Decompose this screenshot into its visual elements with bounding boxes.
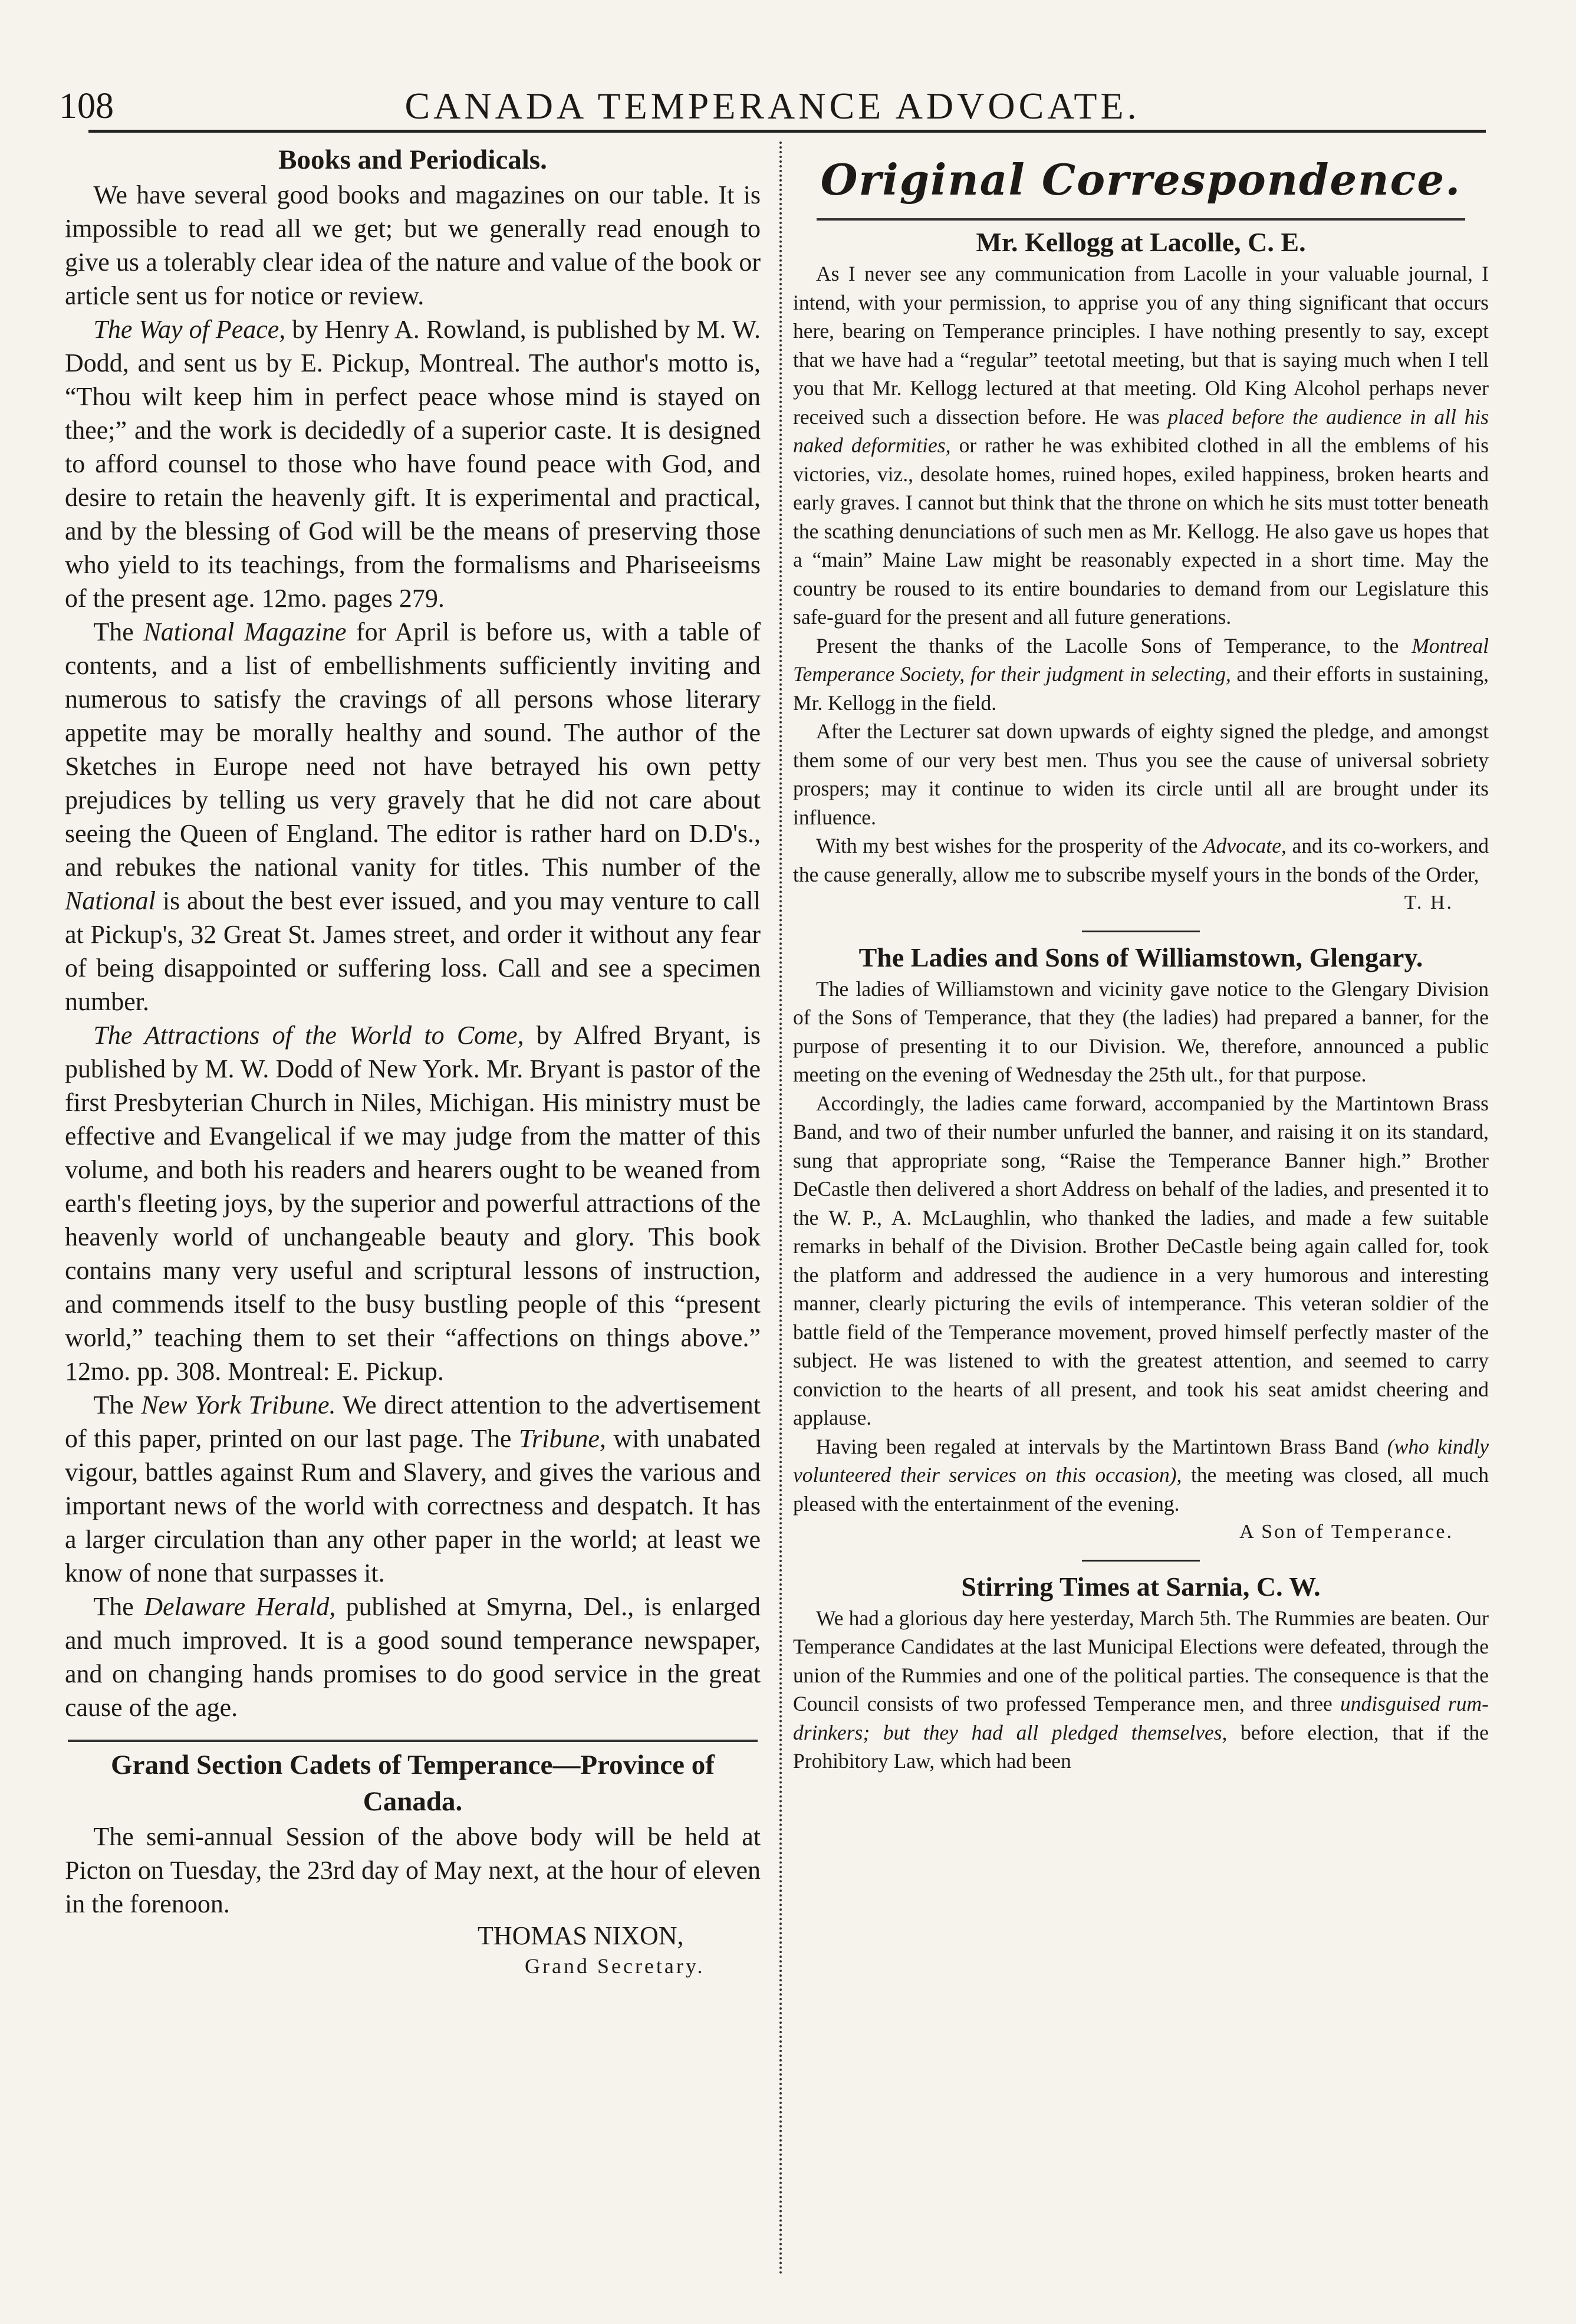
delaware-herald-paragraph: The Delaware Herald, published at Smyrna, Del., is enlarged and much improved. It is a good sound temperance newspaper, and on changing hands promises to do good service in the great cause of the age. [65, 1592, 761, 1722]
ladies-signature: A Son of Temperance. [1239, 1521, 1453, 1543]
page-number: 108 [59, 86, 114, 126]
way-of-peace-paragraph: The Way of Peace, by Henry A. Rowland, is published by M. W. Dodd, and sent us by E. Pickup, Montreal. The author's motto is, “Thou wilt keep him in perfect peace whose mind is stayed on thee;” and the work is decidedly of a superior caste. It is designed to afford counsel to those who have found peace with God, and desire to retain the heavenly gift. It is experimental and practical, and by the blessing of God will be the means of preserving those who yield to its teachings, from the formalisms and Phariseeisms of the present age. 12mo. pages 279. [65, 315, 761, 613]
national-magazine-paragraph: The National Magazine for April is before us, with a table of contents, and a list of embellishments sufficiently inviting and numerous to satisfy the cravings of all persons whose literary appetite may be morally healthy and sound. The author of the Sketches in Europe need not have betrayed his own petty prejudices by telling us very gravely that he did not care about seeing the Queen of England. The editor is rather hard on D.D's., and rebukes the national vanity for titles. This number of the National is about the best ever issued, and you may venture to call at Pickup's, 32 Great St. James street, and order it without any fear of being disappointed or suffering loss. Call and see a specimen number. [65, 617, 761, 1016]
paper-title: New York Tribune. [141, 1391, 336, 1419]
books-heading: Books and Periodicals. [278, 144, 547, 175]
kellogg-paragraph-4: With my best wishes for the prosperity of the Advocate, and its co-workers, and the cause generally, allow me to subscribe myself yours in the bonds of the Order, [793, 834, 1489, 886]
kellogg-paragraph-3: After the Lecturer sat down upwards of eighty signed the pledge, and amongst them some of our very best men. Thus you see the cause of universal sobriety prospers; may it continue to widen its circle until all are brought under its influence. [793, 719, 1489, 829]
magazine-title: National Magazine [143, 617, 347, 646]
section-rule [1082, 1560, 1200, 1562]
book-title: The Attractions of the World to Come, [93, 1021, 524, 1050]
ladies-paragraph-3: Having been regaled at intervals by the Martintown Brass Band (who kindly volunteered their services on this occasion), the meeting was closed, all much pleased with the entertainment of the evening. [793, 1434, 1489, 1516]
kellogg-paragraph-1: As I never see any communication from Lacolle in your valuable journal, I intend, with your permission, to apprise you of any thing significant that occurs here, bearing on Temperance principles. I have nothing presently to say, except that we have had a “regular” teetotal meeting, but that is saying much when I tell you that Mr. Kellogg lectured at that meeting. Old King Alcohol perhaps never received such a dissection before. He was placed before the audience in all his naked deformities, or rather he was exhibited clothed in all the emblems of his victories, viz., desolate homes, ruined hopes, exiled happiness, broken hearts and early graves. I cannot but think that the throne on which he sits must totter beneath the scathing denunciations of such men as Mr. Kellogg. He also gave us hopes that a “main” Maine Law might be reasonably expected in a short time. May the country be roused to its entire boundaries to demand from our Legislature this safe-guard for the present and all future generations. [793, 262, 1489, 629]
right-column [793, 142, 1489, 1776]
correspondence-masthead: Original Correspondence. [820, 155, 1462, 205]
cadets-paragraph: The semi-annual Session of the above body will be held at Picton on Tuesday, the 23rd day of May next, at the hour of eleven in the forenoon. [65, 1822, 761, 1918]
masthead-rule [817, 218, 1465, 221]
paper-title: Tribune, [518, 1424, 606, 1453]
section-rule [1082, 931, 1200, 932]
cadets-heading: Grand Section Cadets of Temperance—Province of Canada. [111, 1750, 715, 1817]
signature-title: Grand Secretary. [525, 1954, 705, 1978]
sarnia-paragraph-1: We had a glorious day here yesterday, March 5th. The Rummies are beaten. Our Temperance Candidates at the last Municipal Elections were defeated, through the union of the Rummies and one of the political parties. The consequence is that the Council consists of two professed Temperance men, and three undisguised rum-drinkers; but they had all pledged themselves, before election, that if the Prohibitory Law, which had been [793, 1606, 1489, 1773]
section-rule [68, 1740, 758, 1742]
book-title: The Way of Peace, [93, 315, 286, 344]
magazine-title: National [65, 886, 156, 915]
left-column [65, 142, 761, 1981]
header-rule [88, 130, 1486, 133]
kellogg-signature: T. H. [1404, 892, 1453, 913]
ladies-paragraph-2: Accordingly, the ladies came forward, accompanied by the Martintown Brass Band, and two of their number unfurled the banner, and raising it on its standard, sung that appropriate song, “Raise the Temperance Banner high.” Brother DeCastle then delivered a short Address on behalf of the ladies, and presented it to the W. P., A. McLaughlin, who thanked the ladies, and made a few suitable remarks in behalf of the Division. Brother DeCastle being again called for, took the platform and addressed the audience in a very humorous and interesting manner, clearly picturing the evils of intemperance. This veteran soldier of the battle field of the Temperance movement, proved himself perfectly master of the subject. He was listened to with the greatest attention, and seemed to carry conviction to the hearts of all present, and took his seat amidst cheering and applause. [793, 1091, 1489, 1429]
tribune-paragraph: The New York Tribune. We direct attention to the advertisement of this paper, printed on our last page. The Tribune, with unabated vigour, battles against Rum and Slavery, and gives the various and important news of the world with correctness and despatch. It has a larger circulation than any other paper in the world; at least we know of none that surpasses it. [65, 1391, 761, 1587]
books-intro-paragraph: We have several good books and magazines on our table. It is impossible to read all we get; but we generally read enough to give us a tolerably clear idea of the nature and value of the book or article sent us for notice or review. [65, 180, 761, 310]
kellogg-heading: Mr. Kellogg at Lacolle, C. E. [976, 227, 1306, 257]
ladies-paragraph-1: The ladies of Williamstown and vicinity gave notice to the Glengary Division of the Sons of Temperance, that they (the ladies) had prepared a banner, for the purpose of presenting it to our Division. We, therefore, announced a public meeting on the evening of Wednesday the 25th ult., for that purpose. [793, 977, 1489, 1086]
sarnia-heading: Stirring Times at Sarnia, C. W. [961, 1571, 1321, 1602]
ladies-heading: The Ladies and Sons of Williamstown, Glengary. [858, 942, 1423, 972]
signature-name: THOMAS NIXON, [478, 1921, 684, 1950]
column-divider [779, 142, 782, 2276]
attractions-paragraph: The Attractions of the World to Come, by Alfred Bryant, is published by M. W. Dodd of New York. Mr. Bryant is pastor of the first Presbyterian Church in Niles, Michigan. His ministry must be effective and Evangelical if we may judge from the matter of this volume, and both his readers and hearers ought to be weaned from earth's fleeting joys, by the superior and powerful attractions of the heavenly world of unchangeable beauty and glory. This book contains many very useful and scriptural lessons of instruction, and commends itself to the busy bustling people of this “present world,” teaching them to set their “affections on things above.” 12mo. pp. 308. Montreal: E. Pickup. [65, 1021, 761, 1386]
kellogg-paragraph-2: Present the thanks of the Lacolle Sons of Temperance, to the Montreal Temperance Society, for their judgment in selecting, and their efforts in sustaining, Mr. Kellogg in the field. [793, 633, 1489, 715]
page-header [59, 83, 1486, 130]
paper-title: Delaware Herald, [144, 1592, 336, 1621]
journal-title: CANADA TEMPERANCE ADVOCATE. [404, 85, 1140, 127]
